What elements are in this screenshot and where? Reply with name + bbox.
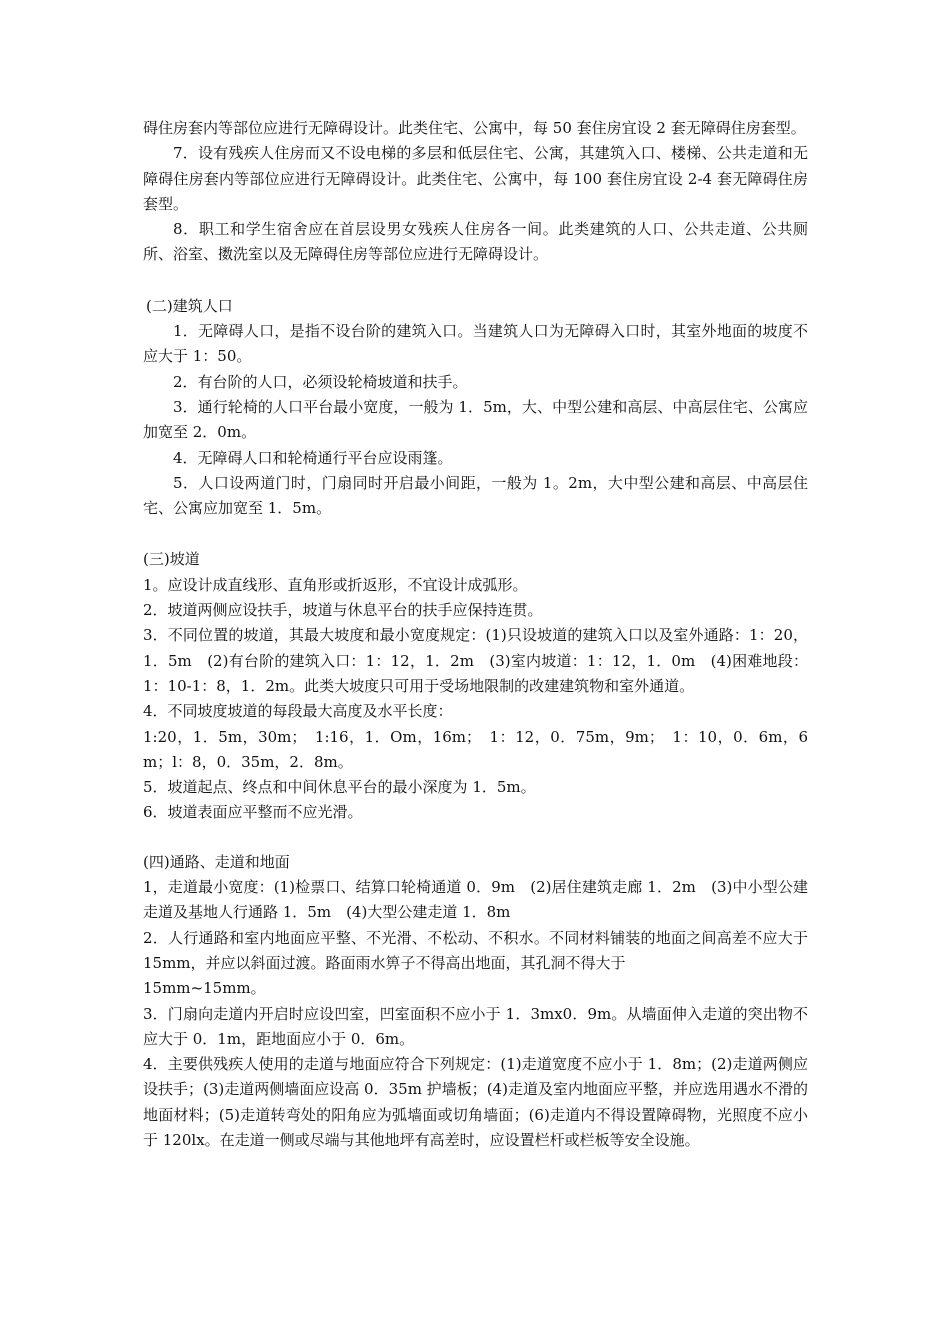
walkway-item-3: 3．门扇向走道内开启时应设凹室，凹室面积不应小于 1．3mx0．9m。从墙面伸入走道的突出物不应大于 0．1m，距地面应小于 0．6m。: [143, 1004, 808, 1048]
entrance-item-5: 5．人口设两道门时，门扇同时开启最小间距，一般为 1。2m，大中型公建和高层、中高层住宅、公寓应加宽至 1．5m。: [143, 473, 808, 518]
ramp-item-2: 2．坡道两侧应设扶手，坡道与休息平台的扶手应保持连贯。: [143, 601, 543, 620]
ramp-item-1: 1。应设计成直线形、直角形或折返形，不宜设计成弧形。: [143, 575, 528, 594]
intro-paragraph-1: 碍住房套内等部位应进行无障碍设计。此类住宅、公寓中，每 50 套住房宜设 2 套无障碍住房套型。: [143, 119, 806, 137]
walkway-item-2: 2．人行通路和室内地面应平整、不光滑、不松动、不积水。不同材料铺装的地面之间高差不应大于 15mm，并应以斜面过渡。路面雨水箅子不得高出地面，其孔洞不得大于: [143, 928, 808, 972]
section-heading-entrance: (二)建筑人口: [146, 296, 233, 315]
section-spacer: [143, 268, 808, 294]
ramp-item-6: 6．坡道表面应平整而不应光滑。: [143, 803, 363, 822]
ramp-item-3: 3．不同位置的坡道，其最大坡度和最小宽度规定：(1)只设坡道的建筑入口以及室外通路：1：20，1．5m (2)有台阶的建筑入口：1：12，1．2m (3)室内坡道：1：12，1．0m (4)困难地段：1：10-1：8，1．2m。此类大坡度只可用于受场地限制的改建建筑物和室外通道。: [143, 626, 808, 695]
intro-paragraph-3: 8．职工和学生宿舍应在首层设男女残疾人住房各一间。此类建筑的人口、公共走道、公共厕所、浴室、擞洗室以及无障碍住房等部位应进行无障碍设计。: [143, 220, 808, 264]
ramp-item-5: 5．坡道起点、终点和中间休息平台的最小深度为 1．5m。: [143, 778, 536, 797]
intro-paragraph-2: 7．设有残疾人住房而又不设电梯的多层和低层住宅、公寓，其建筑入口、楼梯、公共走道和无障碍住房套内等部位应进行无障碍设计。此类住宅、公寓中，每 100 套住房宜设 2-4 套无障碍住房套型。: [143, 144, 808, 213]
walkway-item-1: 1，走道最小宽度：(1)检票口、结算口轮椅通道 0．9m (2)居住建筑走廊 1．2m (3)中小型公建走道及基地人行通路 1．5m (4)大型公建走道 1．8m: [143, 878, 808, 922]
section-heading-walkway: (四)通路、走道和地面: [143, 852, 290, 871]
entrance-item-2: 2．有台阶的人口，必须设轮椅坡道和扶手。: [173, 372, 468, 391]
document-body: [143, 116, 808, 1153]
entrance-item-4: 4．无障碍人口和轮椅通行平台应设雨篷。: [173, 448, 453, 467]
section-heading-ramp: (三)坡道: [143, 550, 200, 569]
walkway-item-4: 4．主要供残疾人使用的走道与地面应符合下列规定：(1)走道宽度不应小于 1．8m；(2)走道两侧应设扶手；(3)走道两侧墙面应设高 0．35m 护墙板；(4)走道及室内地面应平整，并应选用遇水不滑的地面材料；(5)走道转弯处的阳角应为弧墙面或切角墙面；(6)走道内不得设置障碍物，光照度不应小于 120lx。在走道一侧或尽端与其他地坪有高差时，应设置栏杆或栏板等安全设施。: [143, 1055, 808, 1149]
entrance-item-1: 1．无障碍人口，是指不设台阶的建筑入口。当建筑人口为无障碍入口时，其室外地面的坡度不应大于 1：50。: [143, 322, 808, 366]
walkway-item-2-continued: 15mm~15mm。: [143, 979, 266, 998]
section-spacer: [143, 826, 808, 850]
ramp-item-4: 4．不同坡度坡道的每段最大高度及水平长度：: [143, 702, 453, 721]
entrance-item-3: 3．通行轮椅的人口平台最小宽度，一般为 1．5m，大、中型公建和高层、中高层住宅、公寓应加宽至 2．0m。: [143, 397, 808, 442]
ramp-item-4-values: 1:20，1．5m，30m； 1:16，1．Om，16m； 1：12，0．75m，9m； 1：10，0．6m，6m；l：8，0．35m，2．8m。: [143, 727, 808, 771]
section-spacer: [143, 521, 808, 547]
